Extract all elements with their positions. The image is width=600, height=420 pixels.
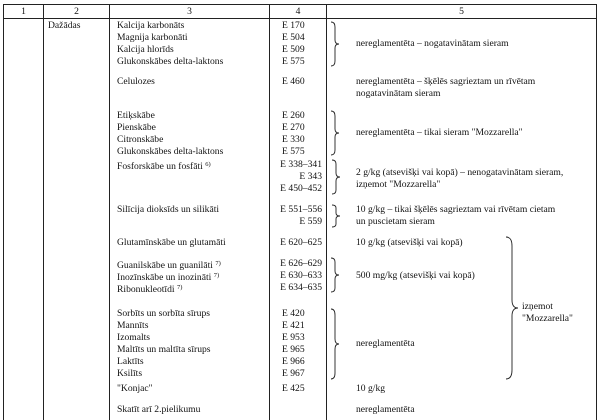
group-brace: [330, 308, 340, 380]
e-number: E 575: [282, 56, 305, 67]
e-number: E 551–556: [280, 204, 322, 215]
e-number: E 343: [299, 171, 322, 182]
exception-note: "Mozzarella": [522, 313, 573, 324]
additive-name: Izomalts: [117, 332, 151, 343]
additive-name: Citronskābe: [117, 134, 164, 145]
group-brace: [331, 204, 341, 228]
additive-name: Silīcija dioksīds un silikāti: [117, 204, 220, 215]
column-header: 1: [21, 6, 26, 17]
additive-name: Glukonskābes delta-laktons: [117, 146, 224, 157]
usage-limit: nogatavinātam sieram: [356, 88, 441, 99]
e-number: E 634–635: [280, 282, 322, 293]
additive-name: Sorbīts un sorbīta sīrups: [117, 308, 211, 319]
group-brace: [330, 257, 340, 293]
table-top-border: [3, 4, 597, 5]
e-number: E 450–452: [280, 183, 322, 194]
e-number: E 965: [282, 344, 305, 355]
exception-brace: [505, 236, 519, 380]
additive-name: "Konjac": [117, 383, 153, 394]
additive-name: Skatīt arī 2.pielikumu: [117, 404, 201, 415]
column-border-4: [326, 4, 327, 420]
e-number: E 620–625: [280, 237, 322, 248]
additive-name-text: Ribonukleotīdi: [117, 284, 175, 295]
additive-name-text: Guanilskābe un guanilāti: [117, 260, 213, 271]
usage-limit: nereglamentēta: [356, 404, 415, 415]
usage-limit: 2 g/kg (atsevišķi vai kopā) – nenogatavinātam sieram,: [356, 167, 564, 178]
additive-name: Kalcija karbonāts: [117, 20, 185, 31]
usage-limit: 500 mg/kg (atsevišķi vai kopā): [356, 270, 475, 281]
additive-name: Laktīts: [117, 356, 144, 367]
additive-name: Etiķskābe: [117, 110, 155, 121]
e-number: E 504: [282, 32, 305, 43]
usage-limit: nereglamentēta – šķēlēs sagrieztam un rīvētam: [356, 76, 536, 87]
additive-name: Glukonskābes delta-laktons: [117, 56, 224, 67]
group-brace: [330, 21, 340, 67]
category-label: Dažādas: [48, 20, 81, 31]
column-header: 2: [74, 6, 79, 17]
footnote-ref: 7): [176, 284, 183, 291]
exception-note: izņemot: [522, 301, 553, 312]
additive-name: Kalcija hlorīds: [117, 44, 174, 55]
usage-limit: izņemot "Mozzarella": [356, 179, 441, 190]
e-number: E 170: [282, 20, 305, 31]
e-number: E 270: [282, 122, 305, 133]
e-number: E 260: [282, 110, 305, 121]
e-number: E 425: [282, 383, 305, 394]
additive-name: Pienskābe: [117, 122, 156, 133]
usage-limit: un puscietam sieram: [356, 216, 435, 227]
usage-limit: 10 g/kg – tikai šķēlēs sagrieztam vai rīvētam cietam: [356, 204, 556, 215]
footnote-ref: 7): [213, 272, 220, 279]
usage-limit: 10 g/kg: [356, 383, 386, 394]
group-brace: [330, 110, 340, 156]
usage-limit: nereglamentēta: [356, 338, 415, 349]
e-number: E 420: [282, 308, 305, 319]
e-number: E 966: [282, 356, 305, 367]
e-number: E 559: [299, 216, 322, 227]
column-header: 5: [459, 6, 464, 17]
additive-name: Maltīts un maltīta sīrups: [117, 344, 211, 355]
column-header: 4: [295, 6, 301, 17]
column-border-2: [109, 4, 110, 420]
additive-name-text: Fosforskābe un fosfāti: [117, 161, 203, 172]
e-number: E 575: [282, 146, 305, 157]
column-border-right: [596, 4, 597, 420]
e-number: E 953: [282, 332, 305, 343]
additive-name: Celulozes: [117, 76, 155, 87]
column-header: 3: [187, 6, 192, 17]
additive-name: [117, 282, 182, 295]
additive-name: Glutamīnskābe un glutamāti: [117, 237, 226, 248]
e-number: E 338–341: [280, 159, 322, 170]
column-border-1: [43, 4, 44, 420]
additive-name: Magnija karbonāti: [117, 32, 188, 43]
usage-limit: nereglamentēta – nogatavinātam sieram: [356, 38, 509, 49]
e-number: E 626–629: [280, 258, 322, 269]
e-number: E 330: [282, 134, 305, 145]
column-border-left: [3, 4, 4, 420]
e-number: E 421: [282, 320, 305, 331]
additive-name: [117, 159, 211, 172]
footnote-ref: 6): [205, 161, 211, 168]
e-number: E 460: [282, 76, 305, 87]
usage-limit: 10 g/kg (atsevišķi vai kopā): [356, 237, 463, 248]
usage-limit: nereglamentēta – tikai sieram "Mozzarella": [356, 127, 523, 138]
group-brace: [331, 159, 341, 195]
header-bottom-border: [3, 18, 597, 19]
additive-name-text: Inozīnskābe un inozināti: [117, 272, 212, 283]
additive-name: Mannīts: [117, 320, 149, 331]
e-number: E 630–633: [280, 270, 322, 281]
e-number: E 967: [282, 368, 305, 379]
footnote-ref: 7): [215, 260, 221, 267]
additive-name: Ksilīts: [117, 368, 143, 379]
e-number: E 509: [282, 44, 305, 55]
